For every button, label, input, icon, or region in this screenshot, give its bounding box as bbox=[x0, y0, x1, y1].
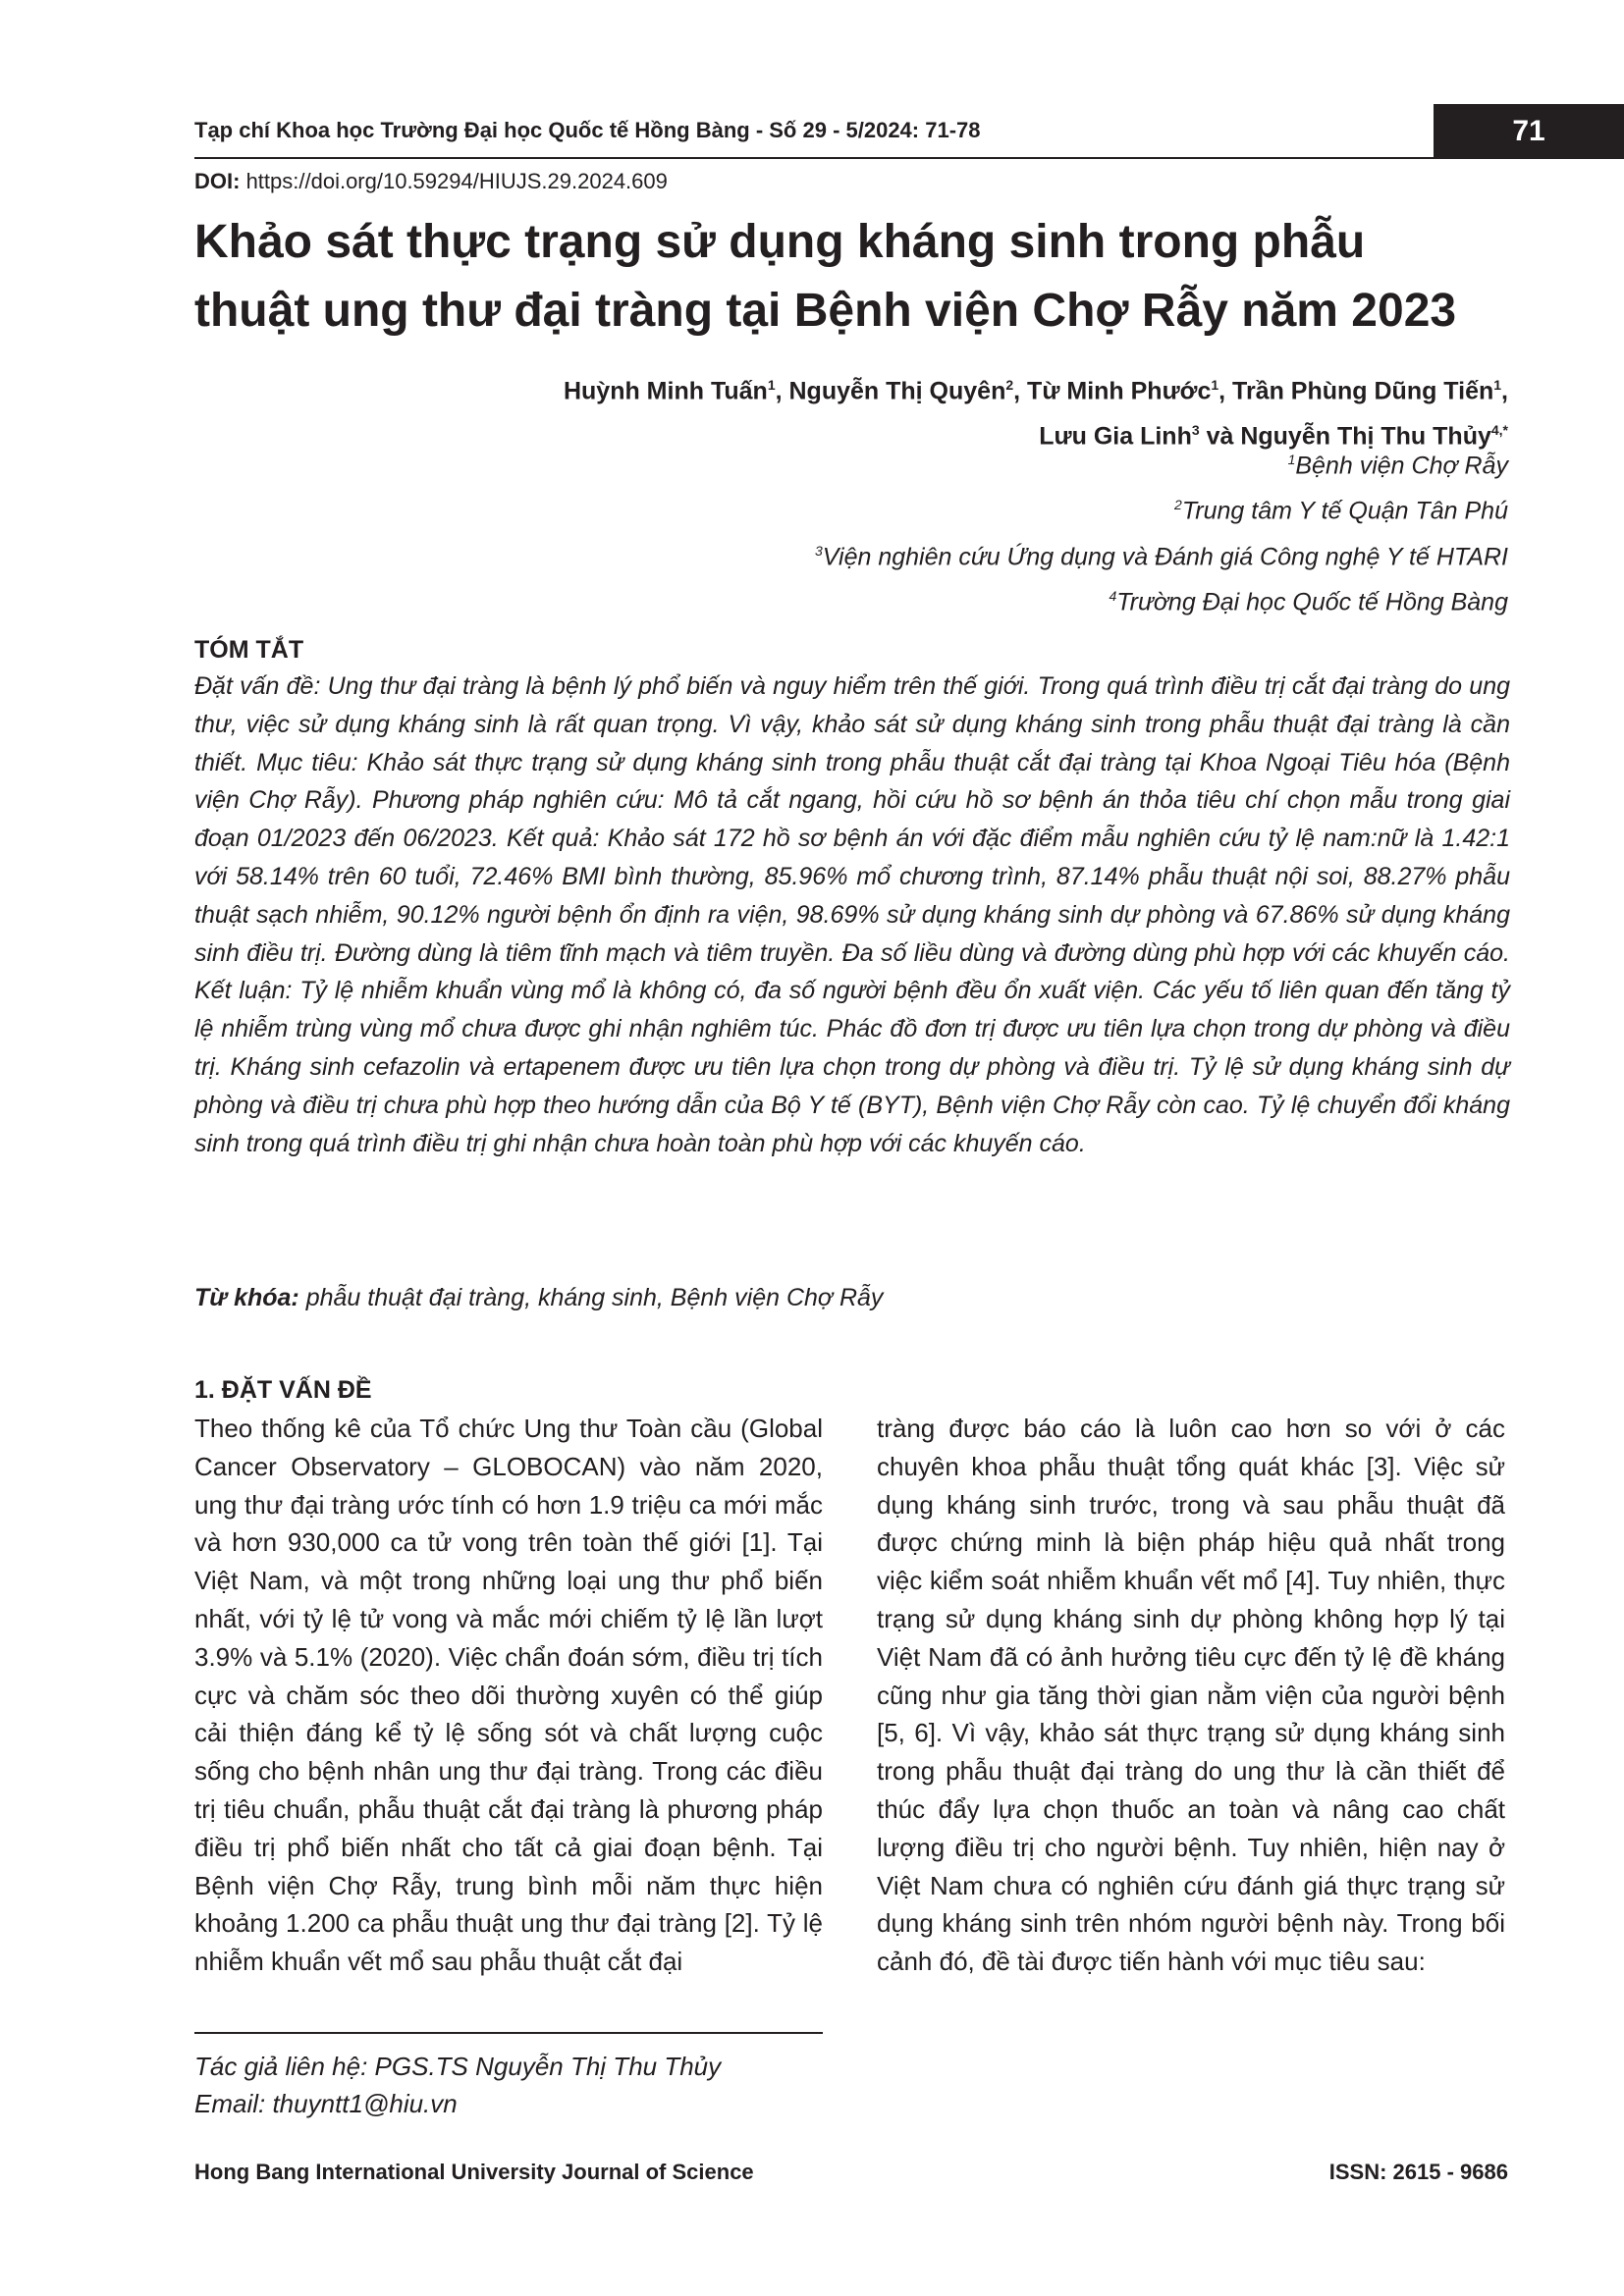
author-name: , Nguyễn Thị Quyên bbox=[775, 377, 1006, 405]
keywords-text: phẫu thuật đại tràng, kháng sinh, Bệnh viện Chợ Rẫy bbox=[298, 1284, 884, 1311]
author-name: và Nguyễn Thị Thu Thủy bbox=[1199, 422, 1491, 451]
doi-link[interactable]: https://doi.org/10.59294/HIUJS.29.2024.609 bbox=[240, 169, 668, 193]
affiliation-sup: 3 bbox=[815, 542, 823, 559]
keywords bbox=[194, 1284, 883, 1312]
author-sup: 4,* bbox=[1490, 422, 1508, 439]
page-number: 71 bbox=[1434, 104, 1624, 159]
contact-author: Tác giả liên hệ: PGS.TS Nguyễn Thị Thu Thủy bbox=[194, 2052, 722, 2081]
author-line-1 bbox=[428, 365, 1508, 410]
body-column-left: Theo thống kê của Tổ chức Ung thư Toàn cầu (Global Cancer Observatory – GLOBOCAN) vào năm 2020, ung thư đại tràng ước tính có hơn 1.9 triệu ca mới mắc và hơn 930,000 ca tử vong trên toàn thế giới [1]. Tại Việt Nam, và một trong những loại ung thư phổ biến nhất, với tỷ lệ tử vong và mắc mới chiếm tỷ lệ lần lượt 3.9% và 5.1% (2020). Việc chẩn đoán sớm, điều trị tích cực và chăm sóc theo dõi thường xuyên có thể giúp cải thiện đáng kể tỷ lệ sống sót và chất lượng cuộc sống cho bệnh nhân ung thư đại tràng. Trong các điều trị tiêu chuẩn, phẫu thuật cắt đại tràng là phương pháp điều trị phổ biến nhất cho tất cả giai đoạn bệnh. Tại Bệnh viện Chợ Rẫy, trung bình mỗi năm thực hiện khoảng 1.200 ca phẫu thuật ung thư đại tràng [2]. Tỷ lệ nhiễm khuẩn vết mổ sau phẫu thuật cắt đại bbox=[194, 1414, 823, 1977]
section-heading: 1. ĐẶT VẤN ĐỀ bbox=[194, 1376, 372, 1404]
abstract-heading: TÓM TẮT bbox=[194, 636, 304, 664]
affiliation-item bbox=[428, 485, 1508, 530]
title-line-2: thuật ung thư đại tràng tại Bệnh viện Chợ Rẫy năm 2023 bbox=[194, 285, 1457, 337]
doi-label: DOI: bbox=[194, 169, 241, 193]
author-sup: 3 bbox=[1191, 422, 1200, 439]
affiliation-text: Trường Đại học Quốc tế Hồng Bàng bbox=[1116, 588, 1508, 616]
footer-issn: ISSN: 2615 - 9686 bbox=[1328, 2160, 1508, 2184]
affiliation-text: Trung tâm Y tế Quận Tân Phú bbox=[1181, 497, 1508, 525]
affiliation-list bbox=[428, 440, 1508, 621]
author-sup: 1 bbox=[767, 377, 776, 393]
affiliation-sup: 1 bbox=[1287, 452, 1296, 467]
affiliation-item bbox=[428, 440, 1508, 485]
author-name: Huỳnh Minh Tuấn bbox=[563, 377, 768, 405]
keywords-label: Từ khóa: bbox=[194, 1284, 299, 1311]
author-name: Lưu Gia Linh bbox=[1039, 422, 1192, 451]
affiliation-item bbox=[428, 576, 1508, 621]
contact-email: Email: thuyntt1@hiu.vn bbox=[194, 2089, 458, 2118]
author-sup: 1 bbox=[1211, 377, 1219, 393]
affiliation-sup: 4 bbox=[1109, 587, 1117, 604]
body-column-right: tràng được báo cáo là luôn cao hơn so với ở các chuyên khoa phẫu thuật tổng quát khác [3]. Việc sử dụng kháng sinh trước, trong và sau phẫu thuật đã được chứng minh là biện pháp hiệu quả nhất trong việc kiểm soát nhiễm khuẩn vết mổ [4]. Tuy nhiên, thực trạng sử dụng kháng sinh dự phòng không hợp lý tại Việt Nam đã có ảnh hưởng tiêu cực đến tỷ lệ đề kháng cũng như gia tăng thời gian nằm viện của người bệnh [5, 6]. Vì vậy, khảo sát thực trạng sử dụng kháng sinh trong phẫu thuật đại tràng do ung thư là cần thiết để thúc đẩy lựa chọn thuốc an toàn và nâng cao chất lượng điều trị cho người bệnh. Tuy nhiên, hiện nay ở Việt Nam chưa có nghiên cứu đánh giá thực trạng sử dụng kháng sinh trên nhóm người bệnh này. Trong bối cảnh đó, đề tài được tiến hành với mục tiêu sau: bbox=[877, 1414, 1505, 1977]
author-sup: 1 bbox=[1493, 377, 1502, 393]
footer-journal: Hong Bang International University Journal of Science bbox=[194, 2160, 754, 2184]
affiliation-sup: 2 bbox=[1174, 497, 1182, 513]
contact-note bbox=[194, 2048, 721, 2122]
footnote-divider bbox=[194, 2032, 823, 2034]
journal-header: Tạp chí Khoa học Trường Đại học Quốc tế Hồng Bàng - Số 29 - 5/2024: 71-78 bbox=[194, 118, 981, 142]
abstract-text: Đặt vấn đề: Ung thư đại tràng là bệnh lý phổ biến và nguy hiểm trên thế giới. Trong quá trình điều trị cắt đại tràng do ung thư, việc sử dụng kháng sinh là rất quan trọng. Vì vậy, khảo sát sử dụng kháng sinh trong phẫu thuật đại tràng là cần thiết. Mục tiêu: Khảo sát thực trạng sử dụng kháng sinh trong phẫu thuật cắt đại tràng tại Khoa Ngoại Tiêu hóa (Bệnh viện Chợ Rẫy). Phương pháp nghiên cứu: Mô tả cắt ngang, hồi cứu hồ sơ bệnh án thỏa tiêu chí chọn mẫu trong giai đoạn 01/2023 đến 06/2023. Kết quả: Khảo sát 172 hồ sơ bệnh án với đặc điểm mẫu nghiên cứu tỷ lệ nam:nữ là 1.42:1 với 58.14% trên 60 tuổi, 72.46% BMI bình thường, 85.96% mổ chương trình, 87.14% phẫu thuật nội soi, 88.27% phẫu thuật sạch nhiễm, 90.12% người bệnh ổn định ra viện, 98.69% sử dụng kháng sinh dự phòng và 67.86% sử dụng kháng sinh điều trị. Đường dùng là tiêm tĩnh mạch và tiêm truyền. Đa số liều dùng và đường dùng phù hợp với các khuyến cáo. Kết luận: Tỷ lệ nhiễm khuẩn vùng mổ là không có, đa số người bệnh đều ổn xuất viện. Các yếu tố liên quan đến tăng tỷ lệ nhiễm trùng vùng mổ chưa được ghi nhận nghiêm túc. Phác đồ đơn trị được ưu tiên lựa chọn trong dự phòng và điều trị. Kháng sinh cefazolin và ertapenem được ưu tiên lựa chọn trong dự phòng và điều trị. Tỷ lệ sử dụng kháng sinh dự phòng và điều trị chưa phù hợp theo hướng dẫn của Bộ Y tế (BYT), Bệnh viện Chợ Rẫy còn cao. Tỷ lệ chuyển đổi kháng sinh trong quá trình điều trị ghi nhận chưa hoàn toàn phù hợp với các khuyến cáo. bbox=[194, 672, 1510, 1157]
affiliation-text: Bệnh viện Chợ Rẫy bbox=[1295, 452, 1508, 480]
title-line-1: Khảo sát thực trạng sử dụng kháng sinh trong phẫu bbox=[194, 216, 1366, 268]
doi bbox=[194, 169, 668, 194]
author-separator: , bbox=[1501, 377, 1508, 405]
header-divider bbox=[194, 157, 1624, 159]
article-title bbox=[194, 208, 1510, 346]
affiliation-text: Viện nghiên cứu Ứng dụng và Đánh giá Công nghệ Y tế HTARI bbox=[822, 542, 1508, 570]
author-name: , Trần Phùng Dũng Tiến bbox=[1218, 377, 1494, 405]
author-name: , Từ Minh Phước bbox=[1013, 377, 1212, 405]
author-sup: 2 bbox=[1005, 377, 1014, 393]
affiliation-item bbox=[428, 531, 1508, 576]
